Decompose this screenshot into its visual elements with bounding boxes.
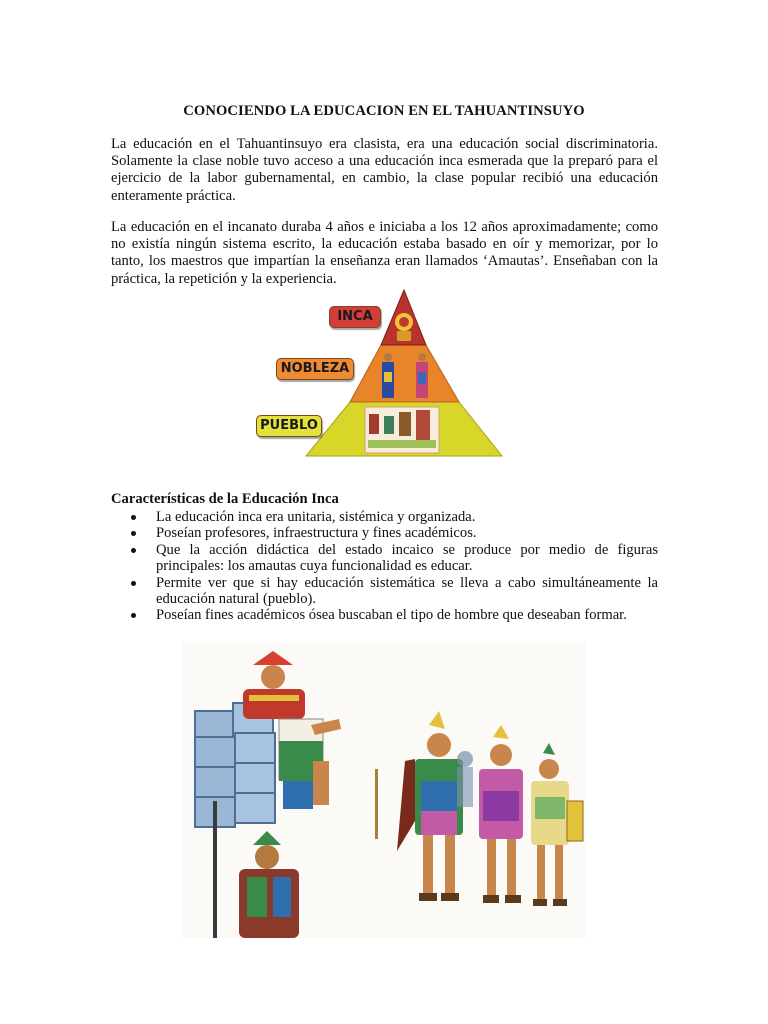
characteristics-heading: Características de la Educación Inca <box>111 491 339 507</box>
characteristics-list <box>111 509 658 624</box>
paragraph-amautas: La educación en el incanato duraba 4 años e iniciaba a los 12 años aproximadamente; como no existía ningún sistema escrito, la educación estaba basado en oír y memorizar, por lo tanto, los maestros que impartían la enseñanza eran llamados ‘Amautas’. Enseñaban con la práctica, la repetición y la experiencia. <box>111 219 658 287</box>
inca-court-graphic <box>183 641 585 938</box>
document-title: CONOCIENDO LA EDUCACION EN EL TAHUANTINSUYO <box>183 103 585 119</box>
pueblo-scene <box>365 407 439 453</box>
pyramid-tier-nobleza <box>350 345 459 402</box>
list-item: Que la acción didáctica del estado incaico se produce por medio de figuras principales: los amautas cuya funcionalidad es educar. <box>111 542 658 575</box>
bullet-icon <box>131 581 136 586</box>
paragraph-intro: La educación en el Tahuantinsuyo era clasista, era una educación social discriminatoria. Solamente la clase noble tuvo acceso a una educación inca esmerada que la preparó para el ejercicio de la labor gubernamental, en cambio, la clase popular recibió una educación enteramente práctica. <box>111 136 658 204</box>
social-pyramid-illustration <box>232 284 532 462</box>
list-item: Poseían fines académicos ósea buscaban el tipo de hombre que deseaban formar. <box>111 607 658 623</box>
list-item: La educación inca era unitaria, sistémica y organizada. <box>111 509 658 525</box>
pyramid-label-pueblo: PUEBLO <box>256 415 322 437</box>
bullet-icon <box>131 515 136 520</box>
inca-figure <box>395 313 413 341</box>
list-item: Poseían profesores, infraestructura y fines académicos. <box>111 525 658 541</box>
bullet-icon <box>131 613 136 618</box>
bullet-icon <box>131 531 136 536</box>
pyramid-label-inca: INCA <box>329 306 381 328</box>
pyramid-label-nobleza: NOBLEZA <box>276 358 354 380</box>
stone-throne <box>195 703 275 827</box>
inca-court-illustration <box>183 641 585 938</box>
list-item: Permite ver que si hay educación sistemática se lleva a cabo simultáneamente la educación natural (pueblo). <box>111 575 658 608</box>
bullet-icon <box>131 548 136 553</box>
